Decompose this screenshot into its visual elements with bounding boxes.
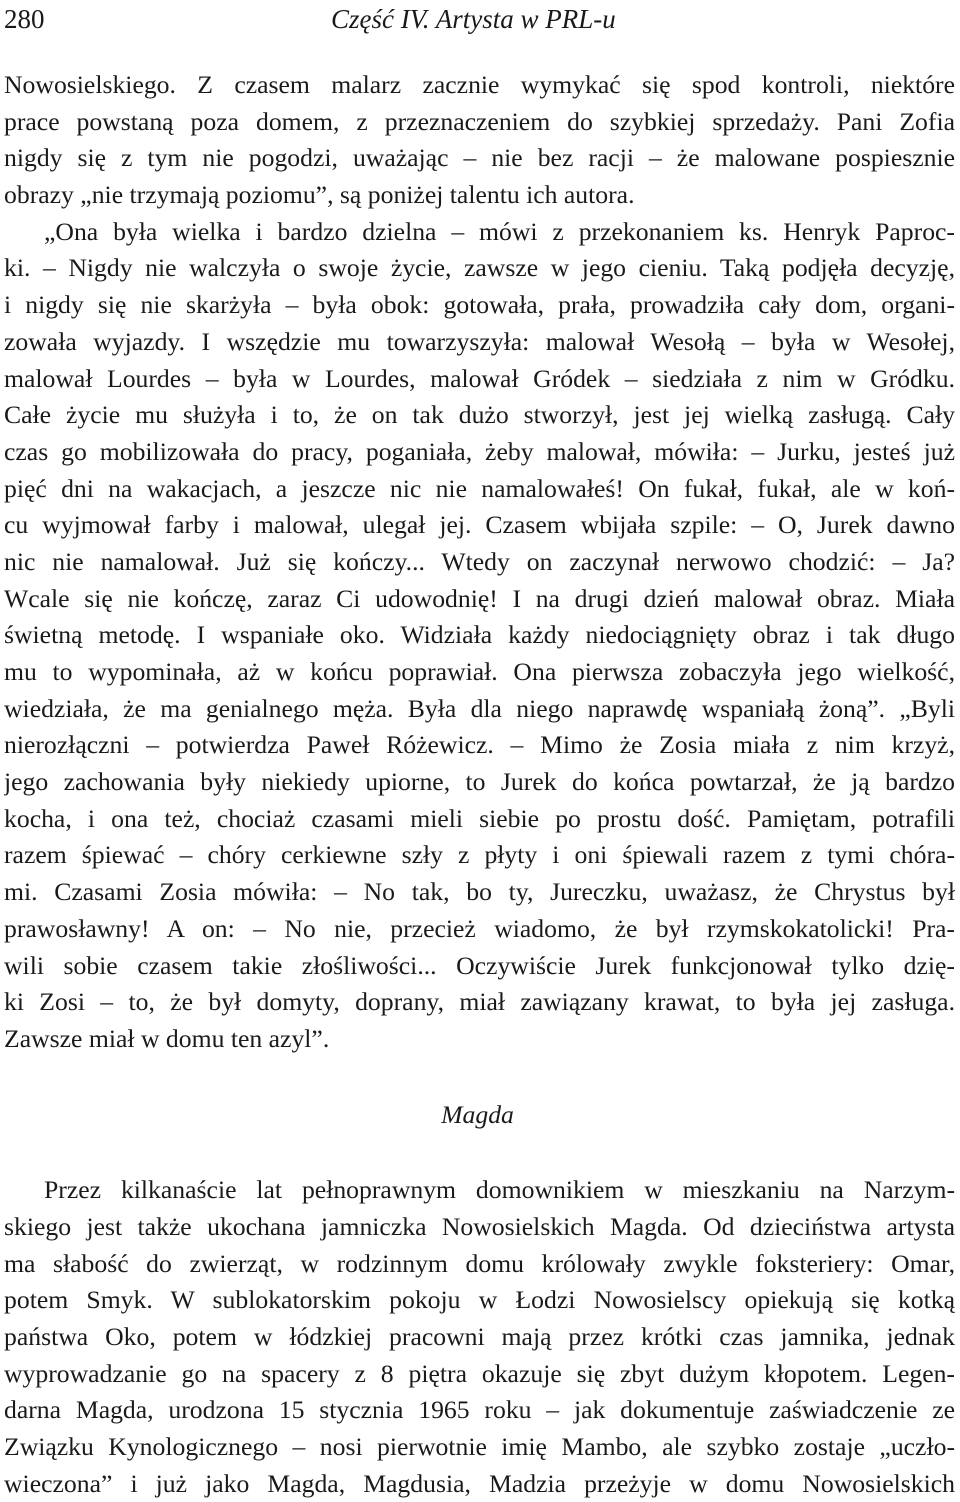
text-line: świetną metodę. I wspaniałe oko. Widziała każdy niedociągnięty obraz i tak długo (4, 620, 955, 650)
text-line: Nowosielskiego. Z czasem malarz zacznie wymykać się spod kontroli, niektóre (4, 70, 955, 99)
paragraph (4, 67, 955, 214)
running-head: Część IV. Artysta w PRL-u (331, 4, 616, 34)
page-number: 280 (4, 4, 45, 34)
text-line: państwa Oko, potem w łódzkiej pracowni mają przez krótki czas jamnika, jednak (4, 1322, 955, 1351)
text-line: wieczona” i już jako Magda, Magdusia, Madzia przeżyje w domu Nowosielskich (4, 1468, 955, 1498)
text-line: nigdy się z tym nie pogodzi, uważając – nie bez racji – że malowane pospiesznie (4, 143, 955, 173)
text-line: „Ona była wielka i bardzo dzielna – mówi z przekonaniem ks. Henryk Paproc- (44, 216, 955, 246)
text-line: ki Zosi – to, że był domyty, doprany, miał zawiązany krawat, to była jej zasługa. (4, 987, 955, 1017)
text-line: ma słabość do zwierząt, w rodzinnym domu królowały zwykle foksteriery: Omar, (4, 1248, 955, 1278)
section-heading: Magda (441, 1099, 514, 1129)
text-line: skiego jest także ukochana jamniczka Nowosielskich Magda. Od dzieciństwa artysta (4, 1211, 955, 1241)
text-line: prace powstaną poza domem, z przeznaczeniem do szybkiej sprzedaży. Pani Zofia (4, 106, 955, 136)
text-line: Związku Kynologicznego – nosi pierwotnie imię Mambo, ale szybko zostaje „uczło- (4, 1432, 955, 1462)
text-line: ki. – Nigdy nie walczyła o swoje życie, zawsze w jego cieniu. Taką podjęła decyzję, (4, 253, 955, 283)
text-line: nic nie namalował. Już się kończy... Wtedy on zaczynał nerwowo chodzić: – Ja? (4, 546, 955, 576)
text-line: Przez kilkanaście lat pełnoprawnym domownikiem w mieszkaniu na Narzym- (44, 1175, 955, 1205)
text-line: mu to wypominała, aż w końcu poprawiał. Ona pierwsza zobaczyła jego wielkość, (4, 657, 955, 686)
text-line: darna Magda, urodzona 15 stycznia 1965 roku – jak dokumentuje zaświadczenie ze (4, 1395, 955, 1425)
text-line: pięć dni na wakacjach, a jeszcze nic nie namalowałeś! On fukał, fukał, ale w koń- (4, 473, 955, 503)
text-line: mi. Czasami Zosia mówiła: – No tak, bo ty, Jureczku, uważasz, że Chrystus był (4, 877, 955, 907)
page-header (4, 2, 956, 36)
text-line: nierozłączni – potwierdza Paweł Różewicz. – Mimo że Zosia miała z nim krzyż, (4, 730, 955, 760)
text-line: prawosławny! A on: – No nie, przecież wiadomo, że był rzymskokatolicki! Pra- (4, 913, 955, 943)
text-line: malował Lourdes – była w Lourdes, malował Gródek – siedziała z nim w Gródku. (4, 363, 955, 393)
text-line: cu wyjmował farby i malował, ulegał jej. Czasem wbijała szpile: – O, Jurek dawno (4, 510, 955, 540)
text-line: wyprowadzanie go na spacery z 8 piętra okazuje się zbyt dużym kłopotem. Legen- (4, 1358, 955, 1388)
text-line: kocha, i ona też, chociaż czasami mieli siebie po prostu dość. Pamiętam, potrafili (4, 803, 955, 833)
text-line: wiedziała, że ma genialnego męża. Była dla niego naprawdę wspaniałą żoną”. „Byli (4, 693, 955, 723)
page-body (4, 67, 955, 1502)
paragraph (4, 214, 955, 1058)
text-line: razem śpiewać – chóry cerkiewne szły z płyty i oni śpiewali razem z tymi chóra- (4, 840, 955, 870)
section-spacer (4, 1133, 955, 1172)
text-line: potem Smyk. W sublokatorskim pokoju w Łodzi Nowosielscy opiekują się kotką (4, 1285, 955, 1315)
text-line: Zawsze miał w domu ten azyl”. (4, 1023, 330, 1053)
text-line: i nigdy się nie skarżyła – była obok: gotowała, prała, prowadziła cały dom, organi- (4, 290, 955, 320)
text-line: Wcale się nie kończę, zaraz Ci udowodnię! I na drugi dzień malował obraz. Miała (4, 583, 955, 613)
paragraph (4, 1172, 955, 1502)
text-line: zowała wyjazdy. I wszędzie mu towarzyszyła: malował Wesołą – była w Wesołej, (4, 326, 955, 356)
text-line: jego zachowania były niekiedy upiorne, to Jurek do końca powtarzał, że ją bardzo (4, 767, 955, 797)
text-line: wili sobie czasem takie złośliwości... Oczywiście Jurek funkcjonował tylko dzię- (4, 950, 955, 980)
text-line: czas go mobilizowała do pracy, poganiała, żeby malował, mówiła: – Jurku, jesteś już (4, 436, 955, 466)
section-spacer (4, 1058, 955, 1097)
text-line: Całe życie mu służyła i to, że on tak dużo stworzył, jest jej wielką zasługą. Cały (4, 400, 955, 430)
text-line: obrazy „nie trzymają poziomu”, są poniżej talentu ich autora. (4, 180, 635, 210)
